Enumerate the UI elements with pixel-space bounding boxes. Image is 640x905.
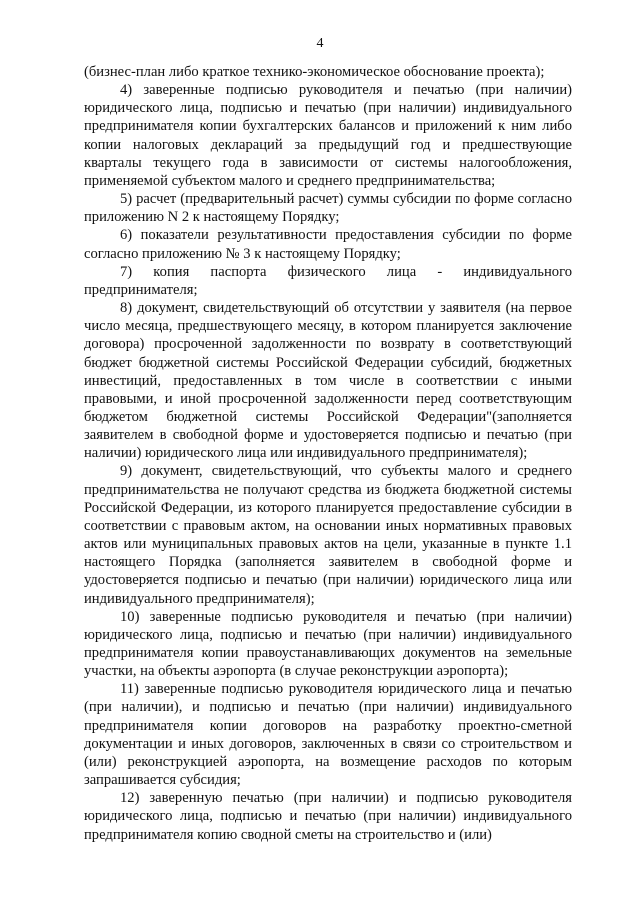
paragraph-item-8: 8) документ, свидетельствующий об отсутствии у заявителя (на первое число месяца, предшествующего месяцу, в котором планируется заключение договора) просроченной задолженности по возврату в соответствующий бюджет бюджетной системы Российской Федерации субсидий, бюджетных инвестиций, предоставленных в том числе в соответствии с иными правовыми, и иной просроченной задолженности перед соответствующим бюджетом бюджетной системы Российской Федерации"(заполняется заявителем в свободной форме и удостоверяется подписью и печатью (при наличии) юридического лица или индивидуального предпринимателя); xyxy=(84,300,572,462)
paragraph-item-11: 11) заверенные подписью руководителя юридического лица и печатью (при наличии), и подписью и печатью (при наличии) индивидуального предпринимателя копии договоров на разработку проектно-сметной документации и иных договоров, заключенных в связи со строительством и (или) реконструкцией аэропорта, на возмещение расходов по которым запрашивается субсидия; xyxy=(84,681,572,789)
paragraph-item-12: 12) заверенную печатью (при наличии) и подписью руководителя юридического лица, подписью и печатью (при наличии) индивидуального предпринимателя копию сводной сметы на строительство и (или) xyxy=(84,790,572,843)
paragraph-item-10: 10) заверенные подписью руководителя и печатью (при наличии) юридического лица, подписью и печатью (при наличии) индивидуального предпринимателя копии правоустанавливающих документов на земельные участки, на объекты аэропорта (в случае реконструкции аэропорта); xyxy=(84,608,572,680)
document-body xyxy=(84,63,572,844)
paragraph-item-4: 4) заверенные подписью руководителя и печатью (при наличии) юридического лица, подписью и печатью (при наличии) индивидуального предпринимателя копии бухгалтерских балансов и приложений к ним либо копии налоговых деклараций за предыдущий год и предшествующие кварталы текущего года в зависимости от системы налогообложения, применяемой субъектом малого и среднего предпринимательства; xyxy=(84,82,572,189)
page-number: 4 xyxy=(316,36,324,51)
paragraph-item-5: 5) расчет (предварительный расчет) суммы субсидии по форме согласно приложению N 2 к настоящему Порядку; xyxy=(84,191,572,226)
paragraph-item-9: 9) документ, свидетельствующий, что субъекты малого и среднего предпринимательства не получают средства из бюджета бюджетной системы Российской Федерации, из которого планируется предоставление субсидии в соответствии с правовым актом, на основании иных нормативных правовых актов или муниципальных правовых актов на цели, указанные в пункте 1.1 настоящего Порядка (заполняется заявителем в свободной форме и удостоверяется подписью и печатью (при наличии) юридического лица или индивидуального предпринимателя); xyxy=(84,463,572,607)
paragraph-continuation: (бизнес-план либо краткое технико-экономическое обоснование проекта); xyxy=(84,64,545,80)
paragraph-item-7: 7) копия паспорта физического лица - индивидуального предпринимателя; xyxy=(84,263,572,298)
paragraph-item-6: 6) показатели результативности предоставления субсидии по форме согласно приложению № 3 к настоящему Порядку; xyxy=(84,227,572,262)
